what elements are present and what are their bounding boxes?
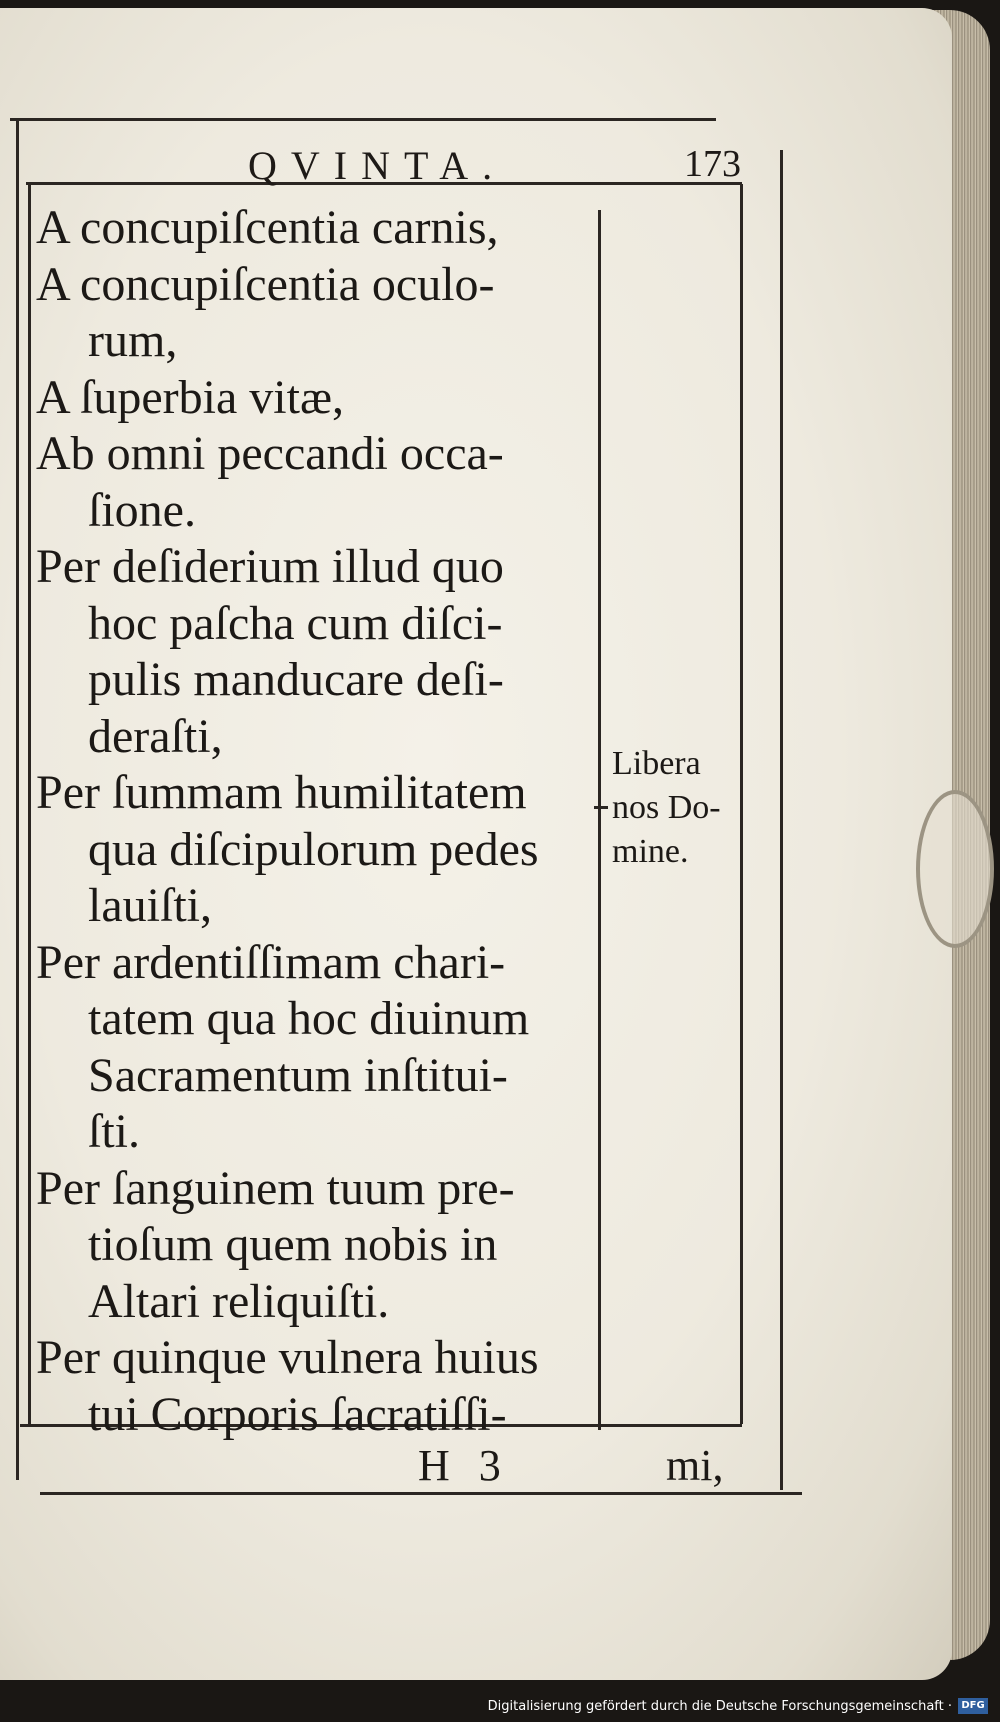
book-clasp: [916, 790, 994, 948]
left-inner-border: [28, 184, 31, 1424]
marginal-response: Libera nos Do- mine.: [612, 745, 721, 870]
text-line: rum,: [88, 314, 178, 367]
right-inner-border: [740, 184, 743, 1424]
text-line: ſti.: [88, 1105, 141, 1158]
text-line: Per ardentiſſimam chari-: [36, 935, 506, 989]
text-line: lauiſti,: [88, 879, 212, 932]
dfg-logo: DFG: [958, 1698, 988, 1714]
catchword: mi,: [666, 1441, 724, 1490]
text-line: pulis manducare deſi-: [88, 653, 504, 706]
text-line: qua diſcipulorum pedes: [88, 822, 539, 876]
text-line: A ſuperbia vitæ,: [36, 370, 344, 424]
page-number: 173: [684, 143, 741, 185]
bracket-tick: [594, 806, 608, 809]
litany-text: [36, 200, 596, 1443]
text-line: tui Corporis ſacratiſſi-: [88, 1387, 507, 1441]
text-line: Sacramentum inſtitui-: [88, 1048, 508, 1102]
digitization-credit: Digitalisierung gefördert durch die Deutsche Forschungsgemeinschaft ·: [487, 1699, 952, 1714]
text-line: A concupiſcentia oculo-: [36, 257, 495, 311]
text-line: Per ſummam humilitatem: [36, 766, 527, 819]
text-line: hoc paſcha cum diſci-: [88, 596, 503, 650]
footer-rule: [40, 1492, 802, 1495]
text-line: Per ſanguinem tuum pre-: [36, 1161, 515, 1215]
top-border-rule: [10, 118, 716, 121]
running-title: QVINTA.: [248, 143, 507, 188]
text-line: ſione.: [88, 483, 196, 537]
footer-bar: [0, 1682, 1000, 1722]
text-line: Per deſiderium illud quo: [36, 540, 504, 593]
left-outer-border: [16, 120, 19, 1480]
text-line: A concupiſcentia carnis,: [36, 201, 499, 254]
signature-mark: H 3: [418, 1441, 501, 1490]
text-line: Altari reliquiſti.: [88, 1274, 390, 1328]
text-line: tioſum quem nobis in: [88, 1218, 498, 1271]
text-line: deraſti,: [88, 709, 223, 763]
right-outer-border: [780, 150, 783, 1490]
text-line: Ab omni peccandi occa-: [36, 427, 504, 480]
bracket-line: [592, 210, 601, 1430]
text-line: tatem qua hoc diuinum: [88, 992, 530, 1045]
text-line: Per quinque vulnera huius: [36, 1331, 539, 1384]
